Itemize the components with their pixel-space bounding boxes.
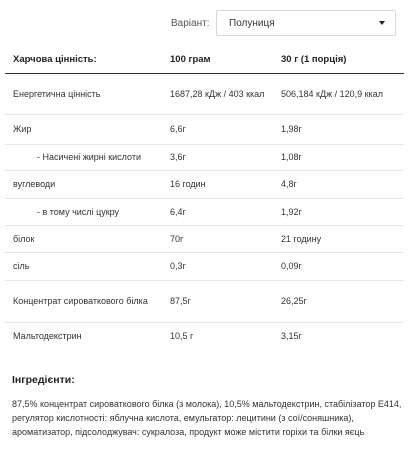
variant-selected-value: Полуниця <box>229 18 275 29</box>
header-name: Харчова цінність: <box>13 54 97 65</box>
nutrition-row-whey-concentrate <box>5 280 404 322</box>
nutrition-row-fat <box>5 114 404 144</box>
row-per-serving: 0,09г <box>281 261 302 271</box>
row-per-serving: 26,25г <box>281 296 307 306</box>
nutrition-row-saturated-fat <box>5 144 404 170</box>
caret-down-icon <box>379 21 385 25</box>
row-per-100g: 3,6г <box>170 152 186 162</box>
header-per-serving: 30 г (1 порція) <box>281 54 347 65</box>
row-per-100g: 0,3г <box>170 261 186 271</box>
row-name: Жир <box>13 124 32 134</box>
nutrition-row-energy <box>5 74 404 114</box>
nutrition-row-maltodextrin <box>5 322 404 350</box>
row-name: сіль <box>13 261 30 271</box>
nutrition-header-row <box>5 46 404 74</box>
row-per-serving: 4,8г <box>281 179 297 189</box>
row-per-100g: 6,6г <box>170 124 186 134</box>
row-per-serving: 1,92г <box>281 206 302 217</box>
nutrition-row-salt <box>5 252 404 280</box>
row-per-100g: 16 годин <box>170 179 206 189</box>
row-per-100g: 70г <box>170 233 184 244</box>
row-name: Мальтодекстрин <box>13 331 82 341</box>
row-per-100g: 6,4г <box>170 206 186 217</box>
row-per-100g: 10,5 г <box>170 331 194 341</box>
ingredients-text: 87,5% концентрат сироваткового білка (з молока), 10,5% мальтодекстрин, стабілізатор E414, регулятор кислотності: яблучна кислота, емульгатор: лецитини (з сої/соняшника), ароматизатор, підсолоджувач: сукралоза, продукт може містити горіхи та білки яєць <box>12 399 402 437</box>
nutrition-row-protein <box>5 225 404 252</box>
row-per-serving: 21 годину <box>281 233 322 244</box>
row-per-serving: 1,98г <box>281 124 302 134</box>
nutrition-row-carbohydrates <box>5 170 404 198</box>
ingredients-title: Інгредієнти: <box>12 374 75 386</box>
row-per-100g: 1687,28 кДж / 403 ккал <box>170 88 265 99</box>
row-per-100g: 87,5г <box>170 296 191 306</box>
row-per-serving: 1,08г <box>281 152 302 162</box>
row-name: - Насичені жирні кислоти <box>37 152 141 162</box>
row-name: білок <box>13 233 35 244</box>
row-name: Концентрат сироваткового білка <box>13 296 148 306</box>
variant-select[interactable] <box>216 10 396 36</box>
row-name: - в тому числі цукру <box>37 206 120 217</box>
row-per-serving: 506,184 кДж / 120,9 ккал <box>281 88 383 99</box>
nutrition-table <box>5 46 404 350</box>
row-name: Енергетична цінність <box>13 88 101 99</box>
nutrition-row-sugars <box>5 198 404 225</box>
row-per-serving: 3,15г <box>281 331 302 341</box>
row-name: вуглеводи <box>13 179 56 189</box>
header-per-100g: 100 грам <box>170 54 211 65</box>
variant-label: Варіант: <box>171 18 210 29</box>
ingredients-section <box>12 374 404 439</box>
variant-row <box>0 10 416 36</box>
